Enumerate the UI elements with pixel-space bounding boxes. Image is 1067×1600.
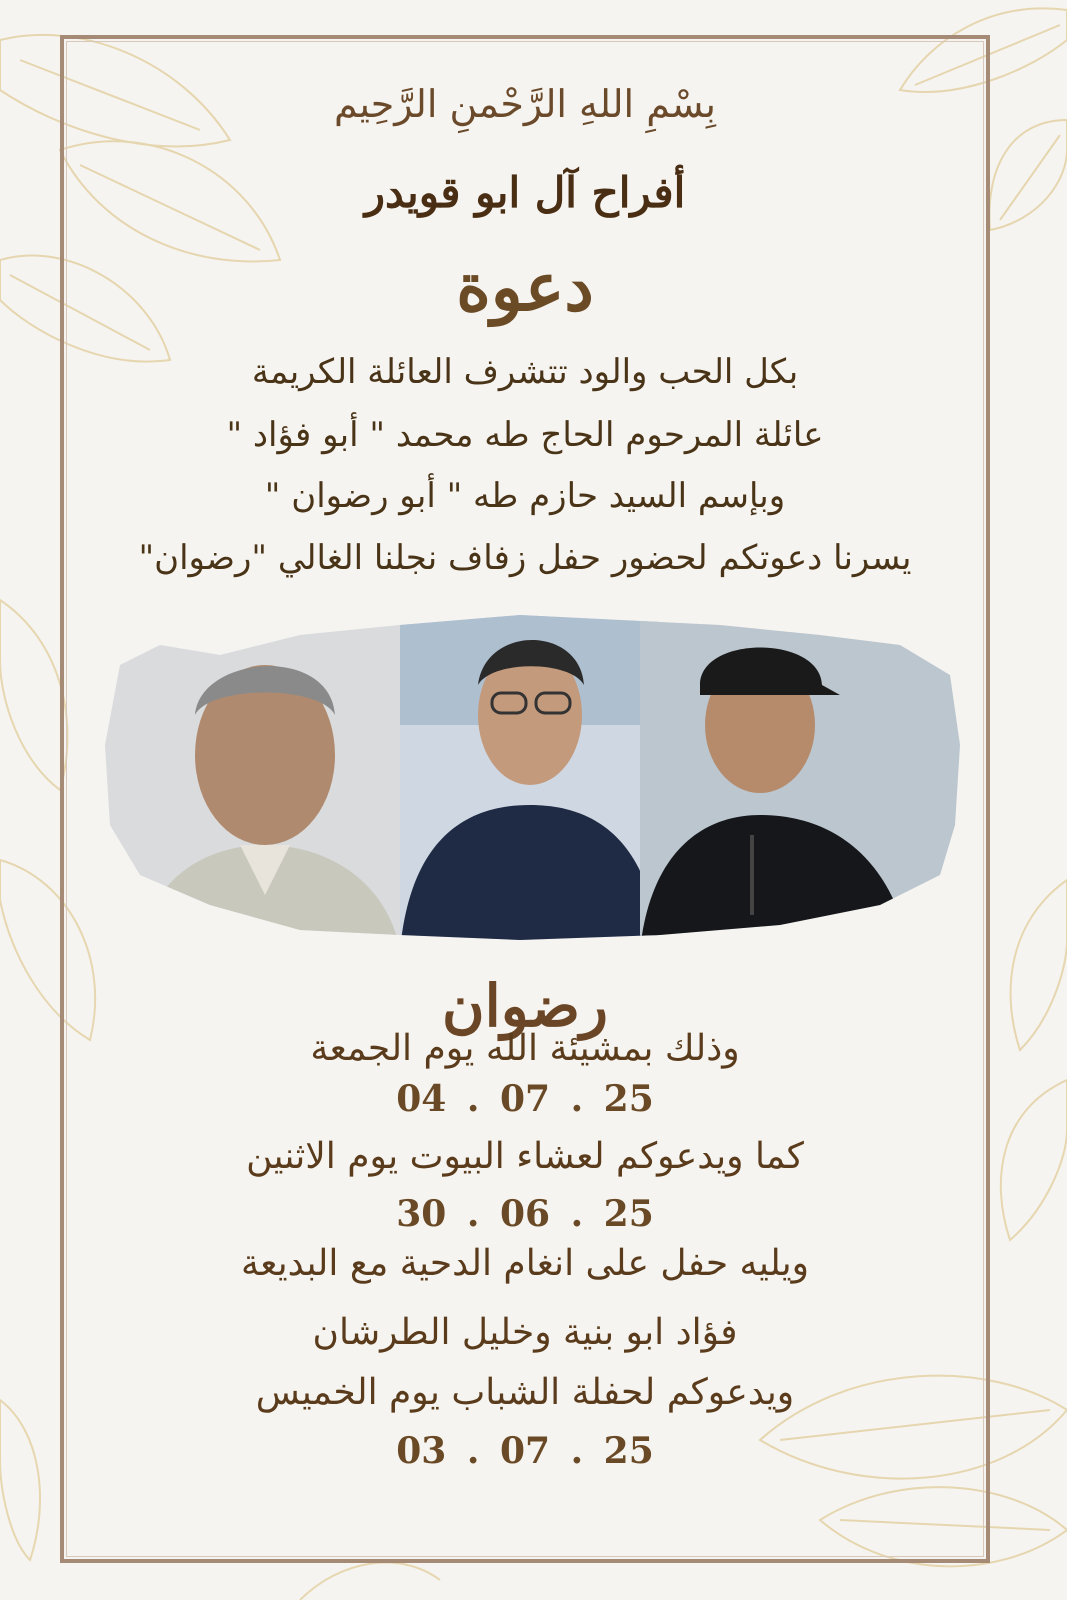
party-text: ويليه حفل على انغام الدحية مع البديعة	[240, 1243, 810, 1284]
invitation-line-4: يسرنا دعوتكم لحضور حفل زفاف نجلنا الغالي "رضوان"	[138, 538, 912, 578]
portrait-elder-icon	[100, 605, 410, 950]
youth-party-date: 03 . 07 . 25	[396, 1430, 654, 1472]
youth-party-text: ويدعوكم لحفلة الشباب يوم الخميس	[255, 1372, 795, 1413]
portrait-groom-icon	[400, 605, 660, 950]
invitation-heading: دعوة	[456, 248, 594, 326]
invitation-line-3: وبإسم السيد حازم طه " أبو رضوان "	[264, 476, 786, 516]
wedding-text: وذلك بمشيئة الله يوم الجمعة	[310, 1028, 740, 1069]
family-title: أفراح آل ابو قويدر	[364, 168, 686, 217]
performers-text: فؤاد ابو بنية وخليل الطرشان	[312, 1312, 738, 1353]
dinner-text: كما ويدعوكم لعشاء البيوت يوم الاثنين	[246, 1136, 804, 1177]
wedding-date: 04 . 07 . 25	[396, 1078, 654, 1120]
photo-collage	[100, 605, 970, 950]
basmala-calligraphy: بِسْمِ اللهِ الرَّحْمنِ الرَّحِيم	[334, 82, 716, 126]
invitation-line-1: بكل الحب والود تتشرف العائلة الكريمة	[251, 352, 799, 392]
portrait-father-icon	[640, 605, 970, 950]
dinner-date: 30 . 06 . 25	[396, 1193, 654, 1235]
groom-name: رضوان	[442, 972, 608, 1040]
invitation-line-2: عائلة المرحوم الحاج طه محمد " أبو فؤاد "	[226, 415, 824, 455]
